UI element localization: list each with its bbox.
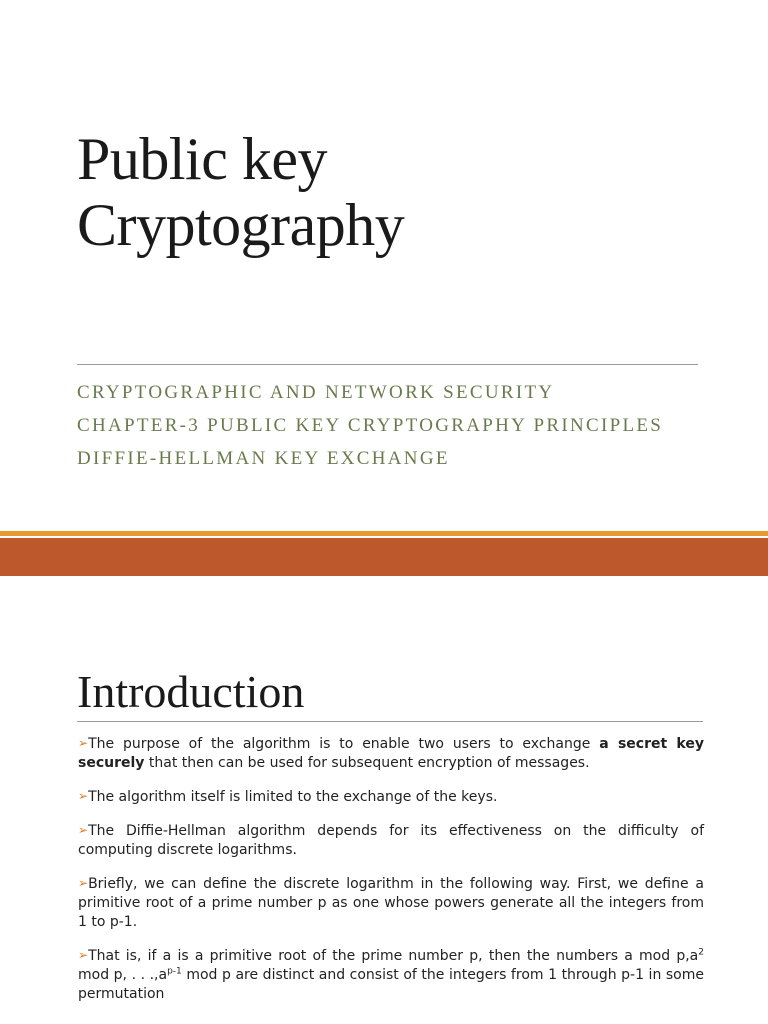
- arrow-bullet-icon: ➢: [78, 736, 89, 750]
- accent-band-thin: [0, 531, 768, 536]
- bullet-text: mod p, . . .,a: [78, 967, 168, 983]
- bullet-text: mod p are distinct and consist of the integers from 1 through p-1 in some permutation: [78, 967, 705, 1002]
- bullet-text: that then can be used for subsequent encryption of messages.: [144, 755, 590, 771]
- introduction-slide: [0, 576, 768, 1024]
- subtitle-block: [77, 376, 737, 475]
- title-line-2: Cryptography: [77, 192, 405, 258]
- bullet-bold-text: a secret key securely: [78, 736, 704, 771]
- accent-band-thick: [0, 538, 768, 576]
- list-item: [71, 947, 704, 1004]
- arrow-bullet-icon: ➢: [78, 948, 89, 962]
- arrow-bullet-icon: ➢: [78, 876, 89, 890]
- slide-title: [77, 126, 717, 258]
- subtitle-chapter: CHAPTER-3 PUBLIC KEY CRYPTOGRAPHY PRINCIPLES: [77, 415, 664, 436]
- list-item: [71, 735, 704, 773]
- superscript: 2: [698, 947, 704, 958]
- list-item: [71, 875, 704, 932]
- bullet-text: That is, if a is a primitive root of the prime number p, then the numbers a mod p,a: [88, 948, 699, 964]
- subtitle-course: CRYPTOGRAPHIC AND NETWORK SECURITY: [77, 382, 555, 403]
- arrow-bullet-icon: ➢: [78, 823, 89, 837]
- heading-divider: [77, 721, 703, 722]
- bullet-text: The algorithm itself is limited to the exchange of the keys.: [88, 789, 498, 805]
- list-item: [71, 822, 704, 860]
- title-divider: [77, 364, 698, 365]
- subtitle-topic: DIFFIE-HELLMAN KEY EXCHANGE: [77, 448, 450, 469]
- arrow-bullet-icon: ➢: [78, 789, 89, 803]
- slide-heading: Introduction: [77, 666, 305, 717]
- superscript: p-1: [167, 966, 182, 977]
- bullet-text: The purpose of the algorithm is to enable two users to exchange: [88, 736, 600, 752]
- title-line-1: Public key: [77, 126, 327, 192]
- bullet-list: [71, 735, 704, 1019]
- list-item: [71, 788, 704, 807]
- bullet-text: Briefly, we can define the discrete logarithm in the following way. First, we define a primitive root of a prime number p as one whose powers generate all the integers from 1 to p-1.: [78, 876, 704, 930]
- bullet-text: The Diffie-Hellman algorithm depends for its effectiveness on the difficulty of computing discrete logarithms.: [78, 823, 704, 858]
